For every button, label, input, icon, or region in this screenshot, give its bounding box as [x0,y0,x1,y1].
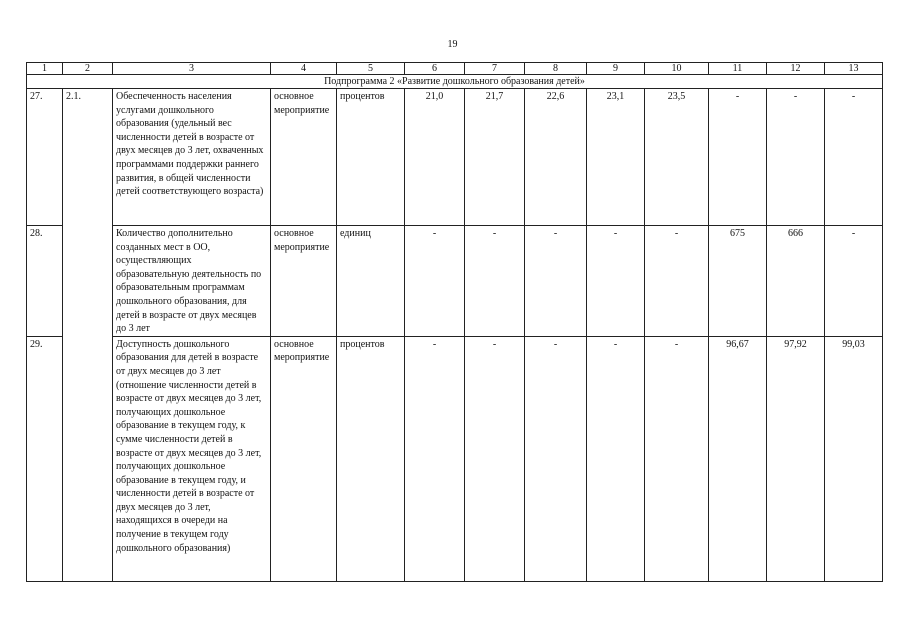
value-cell: - [645,336,709,581]
value-cell: 21,7 [465,89,525,226]
value-cell: 96,67 [709,336,767,581]
event-type: основное мероприятие [271,226,337,337]
value-cell: 23,5 [645,89,709,226]
value-cell: - [767,89,825,226]
column-header: 11 [709,63,767,75]
event-type: основное мероприятие [271,89,337,226]
table-row [27,336,883,581]
column-header: 2 [63,63,113,75]
subprogram-title: Подпрограмма 2 «Развитие дошкольного образования детей» [27,75,883,89]
unit: единиц [337,226,405,337]
table-row [27,89,883,226]
value-cell: - [465,336,525,581]
value-cell: 666 [767,226,825,337]
value-cell: 99,03 [825,336,883,581]
value-cell: 97,92 [767,336,825,581]
value-cell: - [825,226,883,337]
value-cell: 21,0 [405,89,465,226]
column-header: 6 [405,63,465,75]
indicator-text: Доступность дошкольного образования для детей в возрасте от двух месяцев до 3 лет (отношение численности детей в возрасте от двух месяцев до 3 лет, получающих дошкольное образование в текущем году, к сумме численности детей в возрасте от двух месяцев до 3 лет, получающих дошкольное образование в текущем году, и численности детей в возрасте от двух месяцев до 3 лет, находящихся в очереди на получение в текущем году дошкольного образования) [113,336,271,581]
column-header: 9 [587,63,645,75]
column-header: 7 [465,63,525,75]
indicator-text: Обеспеченность населения услугами дошкольного образования (удельный вес численности детей в возрасте от двух месяцев до 3 лет, охваченных программами поддержки раннего развития, в общей численности детей соответствующего возраста) [113,89,271,226]
unit: процентов [337,336,405,581]
row-number: 29. [27,336,63,581]
value-cell: 675 [709,226,767,337]
row-number: 28. [27,226,63,337]
column-header: 8 [525,63,587,75]
row-number: 27. [27,89,63,226]
value-cell: - [525,226,587,337]
column-header: 12 [767,63,825,75]
value-cell: - [405,226,465,337]
indicators-table [26,62,883,582]
column-header: 13 [825,63,883,75]
value-cell: - [587,336,645,581]
column-header: 4 [271,63,337,75]
column-header: 5 [337,63,405,75]
column-header: 3 [113,63,271,75]
column-header: 10 [645,63,709,75]
value-cell: - [709,89,767,226]
value-cell: - [587,226,645,337]
value-cell: - [405,336,465,581]
row-code: 2.1. [63,89,113,582]
value-cell: - [645,226,709,337]
value-cell: - [525,336,587,581]
table-row [27,226,883,337]
value-cell: 23,1 [587,89,645,226]
event-type: основное мероприятие [271,336,337,581]
unit: процентов [337,89,405,226]
indicator-text: Количество дополнительно созданных мест в ОО, осуществляющих образовательную деятельность по образовательным программам дошкольного образования, для детей в возрасте от двух месяцев до 3 лет [113,226,271,337]
column-number-row [27,63,883,75]
value-cell: 22,6 [525,89,587,226]
value-cell: - [825,89,883,226]
subprogram-row [27,75,883,89]
column-header: 1 [27,63,63,75]
value-cell: - [465,226,525,337]
page-number: 19 [447,39,458,50]
